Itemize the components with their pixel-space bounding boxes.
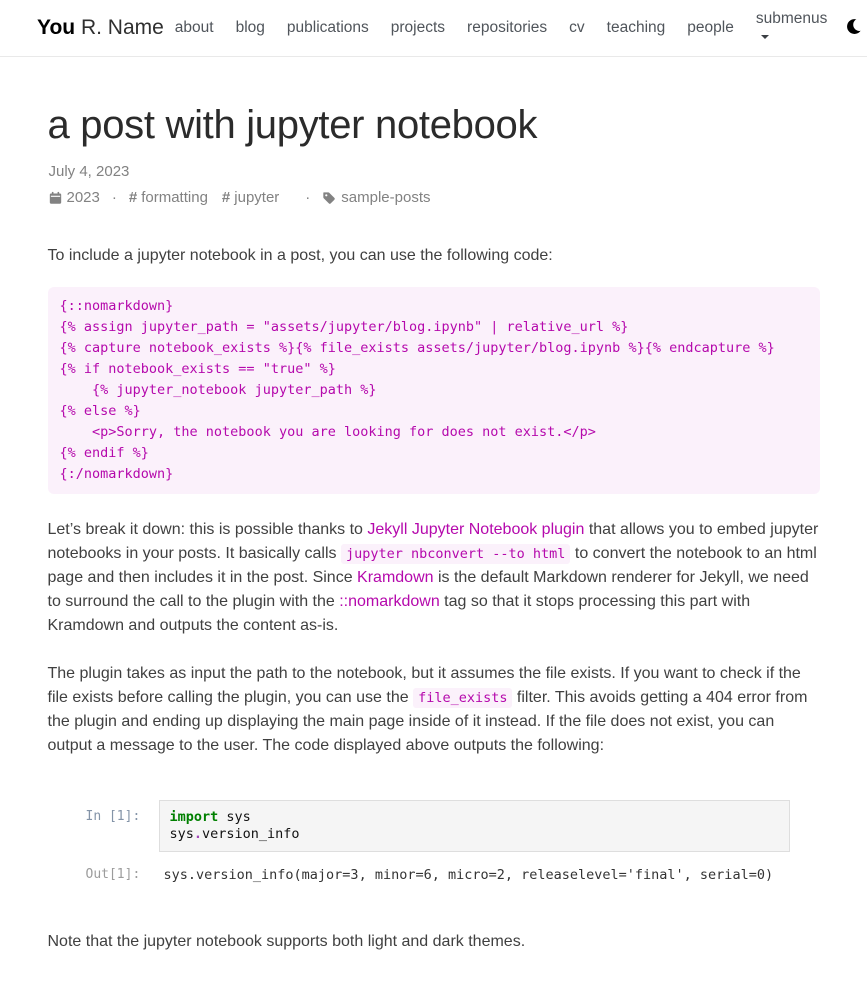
- nav-link-about[interactable]: about: [174, 19, 214, 36]
- code-line: {% assign jupyter_path = "assets/jupyter/blog.ipynb" | relative_url %}: [59, 319, 629, 335]
- nbconvert-inline-code: jupyter nbconvert --to html: [341, 544, 570, 564]
- brand-first-name: You: [37, 16, 76, 39]
- closing-paragraph: Note that the jupyter notebook supports both light and dark themes.: [47, 933, 526, 950]
- post-date: July 4, 2023: [48, 163, 130, 180]
- site-brand[interactable]: [37, 16, 164, 40]
- post-page: [48, 57, 820, 1008]
- hash-icon: #: [128, 189, 138, 206]
- jekyll-jupyter-plugin-link[interactable]: Jekyll Jupyter Notebook plugin: [367, 521, 585, 538]
- page-title: a post with jupyter notebook: [47, 103, 538, 147]
- input-prompt: In [1]:: [85, 809, 141, 824]
- tag-link-sample-posts[interactable]: sample-posts: [341, 189, 431, 206]
- meta-separator: ·: [111, 189, 117, 206]
- jupyter-notebook-cell: [86, 800, 790, 884]
- nav-link-projects[interactable]: projects: [390, 19, 446, 36]
- notebook-output-text: sys.version_info(major=3, minor=6, micro=2, releaselevel='final', serial=0): [163, 867, 774, 883]
- dark-mode-toggle[interactable]: [838, 16, 863, 35]
- nav-link-blog[interactable]: blog: [235, 19, 265, 36]
- code-line: {:/nomarkdown}: [59, 466, 174, 482]
- code-line: {% jupyter_notebook jupyter_path %}: [59, 382, 377, 398]
- nav-link-repositories[interactable]: repositories: [467, 19, 548, 36]
- notebook-code-input: import sys sys.version_info: [159, 800, 790, 852]
- category-link-jupyter[interactable]: # jupyter: [221, 189, 280, 206]
- explanation-paragraph: Let’s break it down: this is possible thanks to Jekyll Jupyter Notebook plugin that allows you to embed jupyter notebooks in your posts. It basically calls jupyter nbconvert --to html to convert the notebook to an html page and then includes it in the post. Since Kramdown is the default Markdown renderer for Jekyll, we need to surround the call to the plugin with the ::nomarkdown tag so that it stops processing this part with Kramdown and outputs the content as-is.: [47, 521, 819, 634]
- nav-link-people[interactable]: people: [687, 19, 734, 36]
- liquid-code-block: [48, 287, 820, 494]
- post-meta: [49, 189, 820, 206]
- moon-icon: [846, 23, 863, 38]
- output-prompt: Out[1]:: [85, 867, 141, 882]
- code-line: <p>Sorry, the notebook you are looking for does not exist.</p>: [59, 424, 596, 440]
- notebook-input-row: [86, 800, 790, 852]
- nav-link-teaching[interactable]: teaching: [606, 19, 666, 36]
- hash-icon: #: [221, 189, 231, 206]
- file-exists-inline-code: file_exists: [413, 688, 512, 708]
- chevron-down-icon: [761, 35, 769, 39]
- file-exists-paragraph: The plugin takes as input the path to the notebook, but it assumes the file exists. If you want to check if the file exists before calling the plugin, you can use the file_exists filter. This avoids getting a 404 error from the plugin and ending up displaying the main page inside of it instead. If the file does not exist, you can output a message to the user. The code displayed above outputs the following:: [47, 665, 808, 754]
- kramdown-link[interactable]: Kramdown: [357, 569, 434, 586]
- nav-dropdown-submenus[interactable]: submenus: [745, 10, 839, 46]
- tag-icon: [322, 191, 336, 205]
- calendar-icon: [49, 191, 62, 205]
- navbar: [0, 0, 867, 57]
- code-line: {::nomarkdown}: [59, 298, 174, 314]
- meta-separator: ·: [305, 189, 311, 206]
- nav-link-cv[interactable]: cv: [569, 19, 585, 36]
- intro-paragraph: To include a jupyter notebook in a post, you can use the following code:: [47, 247, 553, 264]
- category-link-formatting[interactable]: # formatting: [128, 189, 208, 206]
- nomarkdown-link[interactable]: ::nomarkdown: [339, 593, 440, 610]
- notebook-output-row: [86, 865, 790, 884]
- nav-link-publications[interactable]: publications: [286, 19, 369, 36]
- code-line: {% endif %}: [59, 445, 149, 461]
- code-line: {% if notebook_exists == "true" %}: [59, 361, 336, 377]
- code-line: {% capture notebook_exists %}{% file_exists assets/jupyter/blog.ipynb %}{% endcapture %}: [59, 340, 775, 356]
- main-nav: [164, 10, 864, 46]
- year-link[interactable]: 2023: [66, 189, 100, 206]
- brand-last-name: R. Name: [75, 16, 164, 39]
- code-line: {% else %}: [59, 403, 141, 419]
